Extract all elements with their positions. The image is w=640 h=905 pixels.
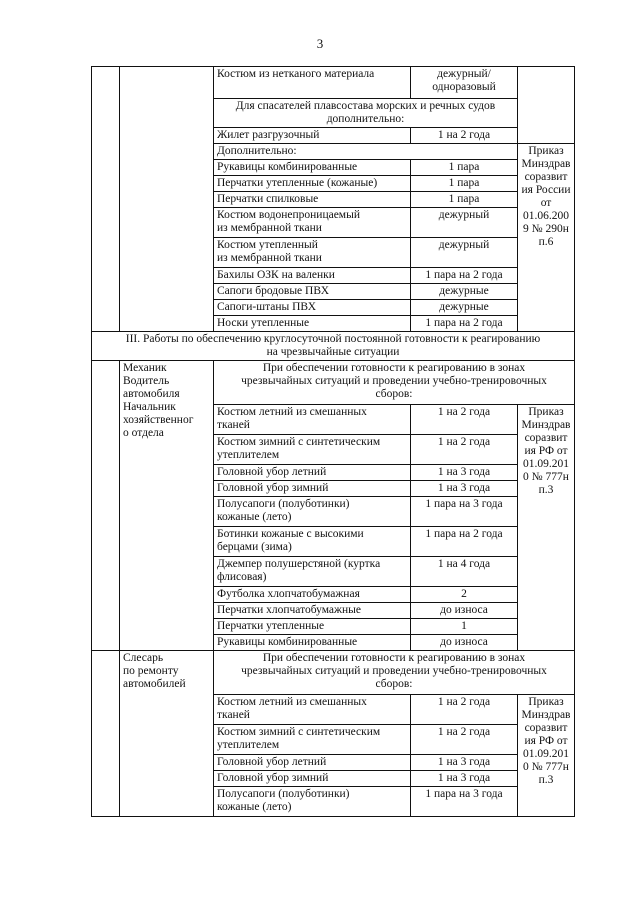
quantity-cell: 1 пара — [411, 176, 518, 192]
quantity-cell: 1 пара на 2 года — [411, 316, 518, 332]
quantity-cell: 1 на 3 года — [411, 465, 518, 481]
item-cell: Костюм утепленный из мембранной ткани — [214, 238, 411, 268]
item-cell: Костюм летний из смешанных тканей — [214, 405, 411, 435]
quantity-cell: 1 пара на 2 года — [411, 268, 518, 284]
item-cell: Перчатки утепленные (кожаные) — [214, 176, 411, 192]
item-cell: Головной убор летний — [214, 465, 411, 481]
item-cell: Костюм из нетканого материала — [214, 67, 411, 99]
quantity-cell: дежурный — [411, 238, 518, 268]
item-cell: Ботинки кожаные с высокими берцами (зима) — [214, 527, 411, 557]
quantity-cell: 1 на 2 года — [411, 725, 518, 755]
item-cell: Полусапоги (полуботинки) кожаные (лето) — [214, 787, 411, 817]
section-heading: III. Работы по обеспечению круглосуточной постоянной готовности к реагированию на чрезвычайные ситуации — [92, 332, 575, 361]
quantity-cell: 1 пара на 2 года — [411, 527, 518, 557]
item-cell: Головной убор зимний — [214, 771, 411, 787]
quantity-cell: дежурные — [411, 300, 518, 316]
quantity-cell: до износа — [411, 635, 518, 651]
quantity-cell: 1 на 2 года — [411, 405, 518, 435]
subheading-cell: Для спасателей плавсостава морских и речных судов дополнительно: — [214, 99, 518, 128]
item-cell: Футболка хлопчатобумажная — [214, 587, 411, 603]
item-cell: Сапоги бродовые ПВХ — [214, 284, 411, 300]
quantity-cell: 1 на 3 года — [411, 755, 518, 771]
quantity-cell: 1 на 3 года — [411, 771, 518, 787]
order-reference-cell: Приказ Минздрав соразвит ия России от 01.06.200 9 № 290н п.6 — [518, 144, 575, 332]
table-row — [92, 67, 575, 99]
role-cell — [120, 67, 214, 332]
page-number: 3 — [316, 36, 324, 51]
quantity-cell: 1 — [411, 619, 518, 635]
ppe-norms-table — [91, 66, 575, 817]
quantity-cell: 1 на 2 года — [411, 435, 518, 465]
number-cell — [92, 67, 120, 332]
subheading-cell: Дополнительно: — [214, 144, 518, 160]
quantity-cell: 1 пара на 3 года — [411, 787, 518, 817]
order-reference-cell: Приказ Минздрав соразвит ия РФ от 01.09.201 0 № 777н п.3 — [518, 405, 575, 651]
number-cell — [92, 361, 120, 651]
quantity-cell: 1 пара — [411, 192, 518, 208]
item-cell: Джемпер полушерстяной (куртка флисовая) — [214, 557, 411, 587]
item-cell: Жилет разгрузочный — [214, 128, 411, 144]
item-cell: Костюм водонепроницаемый из мембранной ткани — [214, 208, 411, 238]
order-reference-cell: Приказ Минздрав соразвит ия РФ от 01.09.201 0 № 777н п.3 — [518, 695, 575, 817]
item-cell: Костюм зимний с синтетическим утеплителем — [214, 435, 411, 465]
item-cell: Рукавицы комбинированные — [214, 635, 411, 651]
item-cell: Бахилы ОЗК на валенки — [214, 268, 411, 284]
item-cell: Перчатки утепленные — [214, 619, 411, 635]
table-row — [92, 361, 575, 405]
quantity-cell: 1 на 4 года — [411, 557, 518, 587]
quantity-cell: 1 пара на 3 года — [411, 497, 518, 527]
quantity-cell: дежурный — [411, 208, 518, 238]
quantity-cell: 1 на 3 года — [411, 481, 518, 497]
role-cell: Слесарь по ремонту автомобилей — [120, 651, 214, 817]
item-cell: Полусапоги (полуботинки) кожаные (лето) — [214, 497, 411, 527]
quantity-cell: дежурный/ одноразовый — [411, 67, 518, 99]
item-cell: Костюм зимний с синтетическим утеплителем — [214, 725, 411, 755]
item-cell: Перчатки спилковые — [214, 192, 411, 208]
item-cell: Носки утепленные — [214, 316, 411, 332]
item-cell: Головной убор зимний — [214, 481, 411, 497]
quantity-cell: 1 на 2 года — [411, 695, 518, 725]
number-cell — [92, 651, 120, 817]
condition-cell: При обеспечении готовности к реагированию в зонах чрезвычайных ситуаций и проведении учебно-тренировочных сборов: — [214, 361, 575, 405]
order-cell — [518, 67, 575, 144]
item-cell: Костюм летний из смешанных тканей — [214, 695, 411, 725]
quantity-cell: 1 на 2 года — [411, 128, 518, 144]
quantity-cell: до износа — [411, 603, 518, 619]
quantity-cell: дежурные — [411, 284, 518, 300]
quantity-cell: 1 пара — [411, 160, 518, 176]
role-cell: Механик Водитель автомобиля Начальник хозяйственног о отдела — [120, 361, 214, 651]
item-cell: Рукавицы комбинированные — [214, 160, 411, 176]
item-cell: Головной убор летний — [214, 755, 411, 771]
quantity-cell: 2 — [411, 587, 518, 603]
table-row — [92, 332, 575, 361]
table-row — [92, 651, 575, 695]
item-cell: Сапоги-штаны ПВХ — [214, 300, 411, 316]
condition-cell: При обеспечении готовности к реагированию в зонах чрезвычайных ситуаций и проведении учебно-тренировочных сборов: — [214, 651, 575, 695]
item-cell: Перчатки хлопчатобумажные — [214, 603, 411, 619]
